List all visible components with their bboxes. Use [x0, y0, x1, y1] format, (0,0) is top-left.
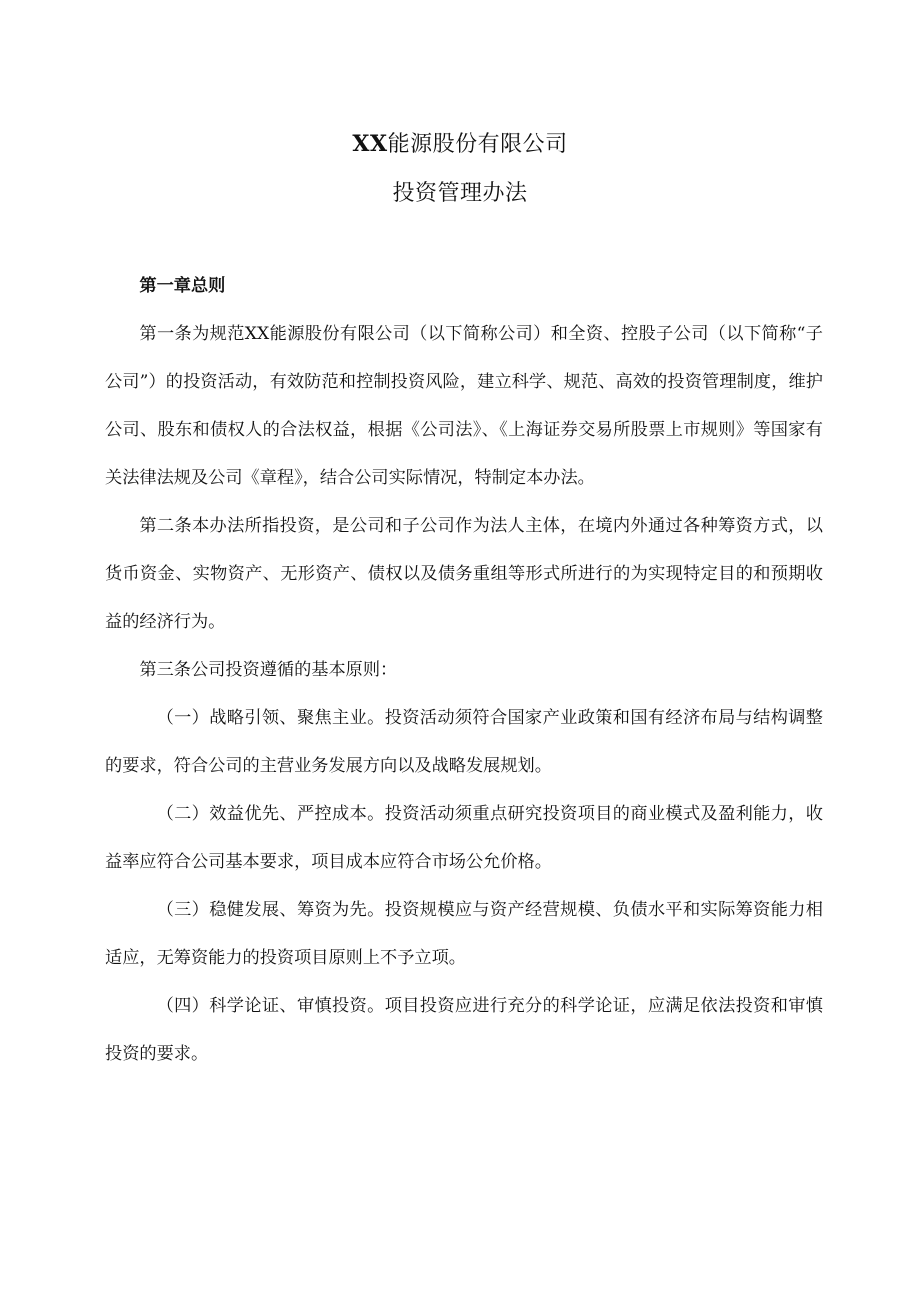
chapter-heading: 第一章总则: [139, 276, 226, 296]
principle-4: （四）科学论证、审慎投资。项目投资应进行充分的科学论证，应满足依法投资和审慎投资的要求。: [105, 996, 823, 1064]
principle-1: （一）战略引领、聚焦主业。投资活动须符合国家产业政策和国有经济布局与结构调整的要求，符合公司的主营业务发展方向以及战略发展规划。: [105, 708, 823, 776]
article-1: 第一条为规范XX能源股份有限公司（以下简称公司）和全资、控股子公司（以下简称“子公司”）的投资活动，有效防范和控制投资风险，建立科学、规范、高效的投资管理制度，维护公司、股东和债权人的合法权益，根据《公司法》、《上海证券交易所股票上市规则》等国家有关法律法规及公司《章程》，结合公司实际情况，特制定本办法。: [105, 324, 823, 488]
title-rest: 能源股份有限公司: [387, 132, 568, 157]
article-2: 第二条本办法所指投资，是公司和子公司作为法人主体，在境内外通过各种筹资方式，以货币资金、实物资产、无形资产、债权以及债务重组等形式所进行的为实现特定目的和预期收益的经济行为。: [105, 516, 823, 632]
article-3: 第三条公司投资遵循的基本原则：: [139, 660, 398, 680]
document-subtitle: 投资管理办法: [392, 181, 528, 206]
document-title: [0, 127, 920, 158]
document-body: [105, 262, 823, 1078]
title-prefix: XX: [352, 131, 388, 157]
principle-2: （二）效益优先、严控成本。投资活动须重点研究投资项目的商业模式及盈利能力，收益率应符合公司基本要求，项目成本应符合市场公允价格。: [105, 804, 823, 872]
principle-3: （三）稳健发展、筹资为先。投资规模应与资产经营规模、负债水平和实际筹资能力相适应，无筹资能力的投资项目原则上不予立项。: [105, 900, 823, 968]
